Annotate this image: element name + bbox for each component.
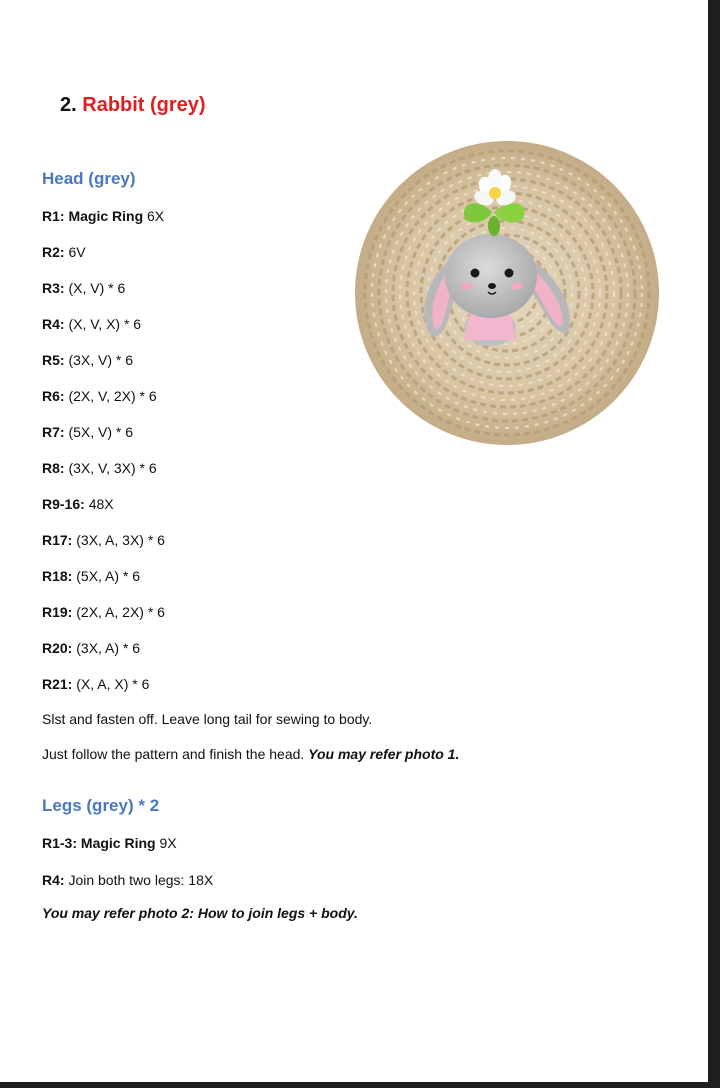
- legs-row: [42, 872, 213, 888]
- page-edge-bottom: [0, 1082, 720, 1088]
- row-label: R6:: [42, 388, 65, 404]
- photo-2-reference: You may refer photo 2: How to join legs + body.: [42, 905, 358, 921]
- row-text: 6V: [68, 244, 86, 260]
- row-label: R17:: [42, 532, 73, 548]
- head-row: [42, 244, 86, 260]
- bunny-photo: [354, 140, 660, 446]
- row-bold-text: Magic Ring: [80, 835, 156, 851]
- row-text: (5X, A) * 6: [76, 568, 141, 584]
- section-title: [60, 94, 206, 117]
- row-text: (X, A, X) * 6: [76, 676, 150, 692]
- head-row: [42, 388, 157, 404]
- head-row: [42, 640, 140, 656]
- row-text: Join both two legs: 18X: [68, 872, 214, 888]
- row-label: R1:: [42, 208, 65, 224]
- row-text: (3X, A, 3X) * 6: [76, 532, 165, 548]
- row-label: R3:: [42, 280, 65, 296]
- follow-note-line: [42, 746, 459, 762]
- row-text: (2X, A, 2X) * 6: [76, 604, 165, 620]
- legs-row: [42, 835, 177, 851]
- page-edge-right: [708, 0, 720, 1088]
- row-label: R5:: [42, 352, 65, 368]
- row-label: R19:: [42, 604, 73, 620]
- head-row: [42, 208, 164, 224]
- row-label: R9-16:: [42, 496, 85, 512]
- row-text: 6X: [147, 208, 165, 224]
- row-text: 9X: [159, 835, 177, 851]
- head-row: [42, 424, 133, 440]
- row-bold-text: Magic Ring: [68, 208, 144, 224]
- row-text: (3X, V) * 6: [68, 352, 134, 368]
- bunny-nose: [488, 283, 496, 289]
- bunny-head: [445, 234, 537, 318]
- section-title-text: Rabbit (grey): [82, 94, 206, 116]
- row-text: (2X, V, 2X) * 6: [68, 388, 157, 404]
- row-label: R2:: [42, 244, 65, 260]
- head-row: [42, 496, 114, 512]
- finish-note: Slst and fasten off. Leave long tail for sewing to body.: [42, 711, 373, 727]
- head-row: [42, 316, 141, 332]
- row-label: R7:: [42, 424, 65, 440]
- head-row: [42, 676, 149, 692]
- row-label: R18:: [42, 568, 73, 584]
- section-number: 2.: [60, 94, 77, 116]
- row-label: R4:: [42, 316, 65, 332]
- row-text: 48X: [88, 496, 114, 512]
- row-label: R8:: [42, 460, 65, 476]
- row-label: R21:: [42, 676, 73, 692]
- legs-heading: Legs (grey) * 2: [42, 796, 160, 815]
- row-text: (3X, V, 3X) * 6: [68, 460, 157, 476]
- right-eye: [505, 269, 514, 278]
- head-row: [42, 352, 133, 368]
- row-text: (3X, A) * 6: [76, 640, 141, 656]
- head-row: [42, 280, 125, 296]
- row-label: R4:: [42, 872, 65, 888]
- head-row: [42, 604, 165, 620]
- row-text: (5X, V) * 6: [68, 424, 134, 440]
- head-row: [42, 568, 140, 584]
- head-row: [42, 532, 165, 548]
- photo-1-reference: You may refer photo 1.: [308, 746, 460, 762]
- row-label: R1-3:: [42, 835, 78, 851]
- follow-note: Just follow the pattern and finish the head.: [42, 746, 305, 762]
- head-row: [42, 460, 157, 476]
- head-heading: Head (grey): [42, 169, 136, 188]
- row-label: R20:: [42, 640, 73, 656]
- row-text: (X, V) * 6: [68, 280, 126, 296]
- row-text: (X, V, X) * 6: [68, 316, 142, 332]
- left-eye: [471, 269, 480, 278]
- legs-reference-line: [42, 905, 358, 921]
